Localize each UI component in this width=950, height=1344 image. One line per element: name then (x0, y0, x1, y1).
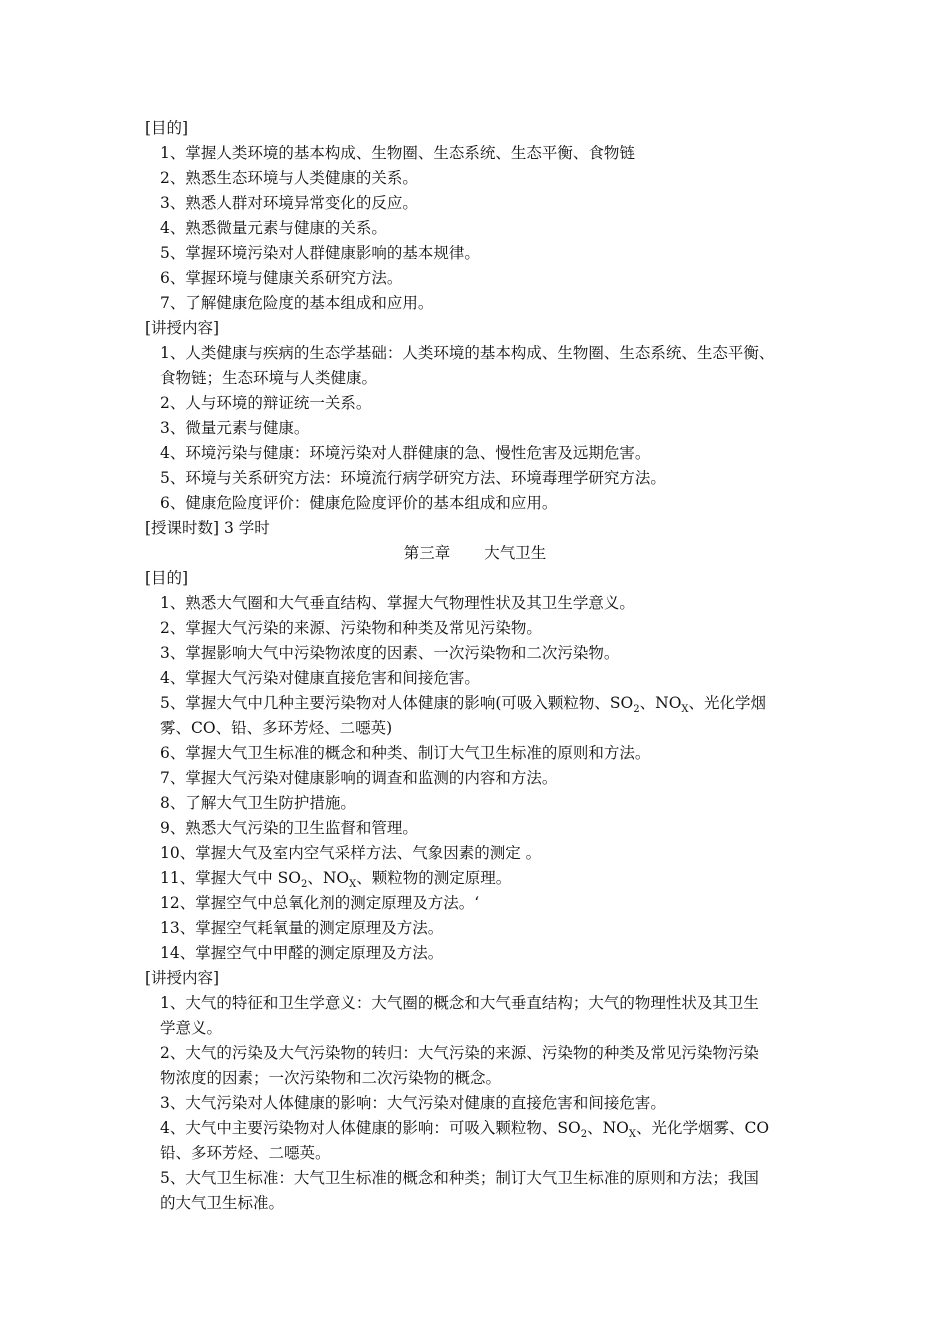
list-item: 5、环境与关系研究方法：环境流行病学研究方法、环境毒理学研究方法。 (160, 469, 666, 487)
list-item: 3、掌握影响大气中污染物浓度的因素、一次污染物和二次污染物。 (160, 644, 620, 662)
list-item: 1、掌握人类环境的基本构成、生物圈、生态系统、生态平衡、食物链 (160, 144, 635, 162)
section-heading-objectives: [目的] (145, 119, 189, 137)
list-item: 12、掌握空气中总氧化剂的测定原理及方法。‘ (160, 894, 480, 912)
list-item: 4、大气中主要污染物对人体健康的影响：可吸入颗粒物、$SO_2$、$NO_X$、光化学烟雾、CO (160, 1119, 770, 1140)
list-item: 1、大气的特征和卫生学意义：大气圈的概念和大气垂直结构；大气的物理性状及其卫生 (160, 994, 759, 1012)
list-item-continuation: 物浓度的因素；一次污染物和二次污染物的概念。 (160, 1069, 502, 1087)
list-item: 1、熟悉大气圈和大气垂直结构、掌握大气物理性状及其卫生学意义。 (160, 594, 635, 612)
list-item: 6、健康危险度评价：健康危险度评价的基本组成和应用。 (160, 494, 558, 512)
list-item: 3、微量元素与健康。 (160, 419, 310, 437)
chapter-heading (0, 543, 950, 563)
list-item: 3、大气污染对人体健康的影响：大气污染对健康的直接危害和间接危害。 (160, 1094, 666, 1112)
section-heading-objectives: [目的] (145, 569, 189, 587)
list-item: 3、熟悉人群对环境异常变化的反应。 (160, 194, 418, 212)
list-item-continuation: 雾、CO、铅、多环芳烃、二噁英) (160, 719, 393, 737)
list-item: 5、大气卫生标准：大气卫生标准的概念和种类；制订大气卫生标准的原则和方法；我国 (160, 1169, 759, 1187)
list-item: 4、熟悉微量元素与健康的关系。 (160, 219, 387, 237)
list-item: 9、熟悉大气污染的卫生监督和管理。 (160, 819, 418, 837)
chapter-title: 大气卫生 (484, 544, 547, 562)
list-item: 5、掌握大气中几种主要污染物对人体健康的影响(可吸入颗粒物、$SO_2$、$NO_X$、光化学烟 (160, 694, 767, 715)
section-heading-content: [讲授内容] (145, 969, 220, 987)
list-item: 11、掌握大气中 $SO_2$、$NO_X$、颗粒物的测定原理。 (160, 869, 512, 890)
list-item: 4、环境污染与健康：环境污染对人群健康的急、慢性危害及远期危害。 (160, 444, 651, 462)
section-heading-content: [讲授内容] (145, 319, 220, 337)
list-item: 1、人类健康与疾病的生态学基础：人类环境的基本构成、生物圈、生态系统、生态平衡、 (160, 344, 775, 362)
list-item: 2、掌握大气污染的来源、污染物和种类及常见污染物。 (160, 619, 542, 637)
chapter-number: 第三章 (403, 544, 451, 562)
list-item: 10、掌握大气及室内空气采样方法、气象因素的测定 。 (160, 844, 542, 862)
list-item-continuation: 的大气卫生标准。 (160, 1194, 285, 1212)
list-item-continuation: 学意义。 (160, 1019, 223, 1037)
list-item: 8、了解大气卫生防护措施。 (160, 794, 356, 812)
list-item: 4、掌握大气污染对健康直接危害和间接危害。 (160, 669, 480, 687)
list-item: 6、掌握环境与健康关系研究方法。 (160, 269, 403, 287)
list-item: 14、掌握空气中甲醛的测定原理及方法。 (160, 944, 444, 962)
list-item: 5、掌握环境污染对人群健康影响的基本规律。 (160, 244, 480, 262)
list-item-continuation: 铅、多环芳烃、二噁英。 (160, 1144, 331, 1162)
list-item: 13、掌握空气耗氧量的测定原理及方法。 (160, 919, 444, 937)
list-item: 7、了解健康危险度的基本组成和应用。 (160, 294, 434, 312)
list-item: 2、熟悉生态环境与人类健康的关系。 (160, 169, 418, 187)
list-item: 2、大气的污染及大气污染物的转归：大气污染的来源、污染物的种类及常见污染物污染 (160, 1044, 759, 1062)
list-item-continuation: 食物链；生态环境与人类健康。 (160, 369, 378, 387)
teaching-hours: [授课时数] 3 学时 (145, 519, 270, 537)
list-item: 7、掌握大气污染对健康影响的调查和监测的内容和方法。 (160, 769, 558, 787)
list-item: 6、掌握大气卫生标准的概念和种类、制订大气卫生标准的原则和方法。 (160, 744, 651, 762)
list-item: 2、人与环境的辩证统一关系。 (160, 394, 372, 412)
